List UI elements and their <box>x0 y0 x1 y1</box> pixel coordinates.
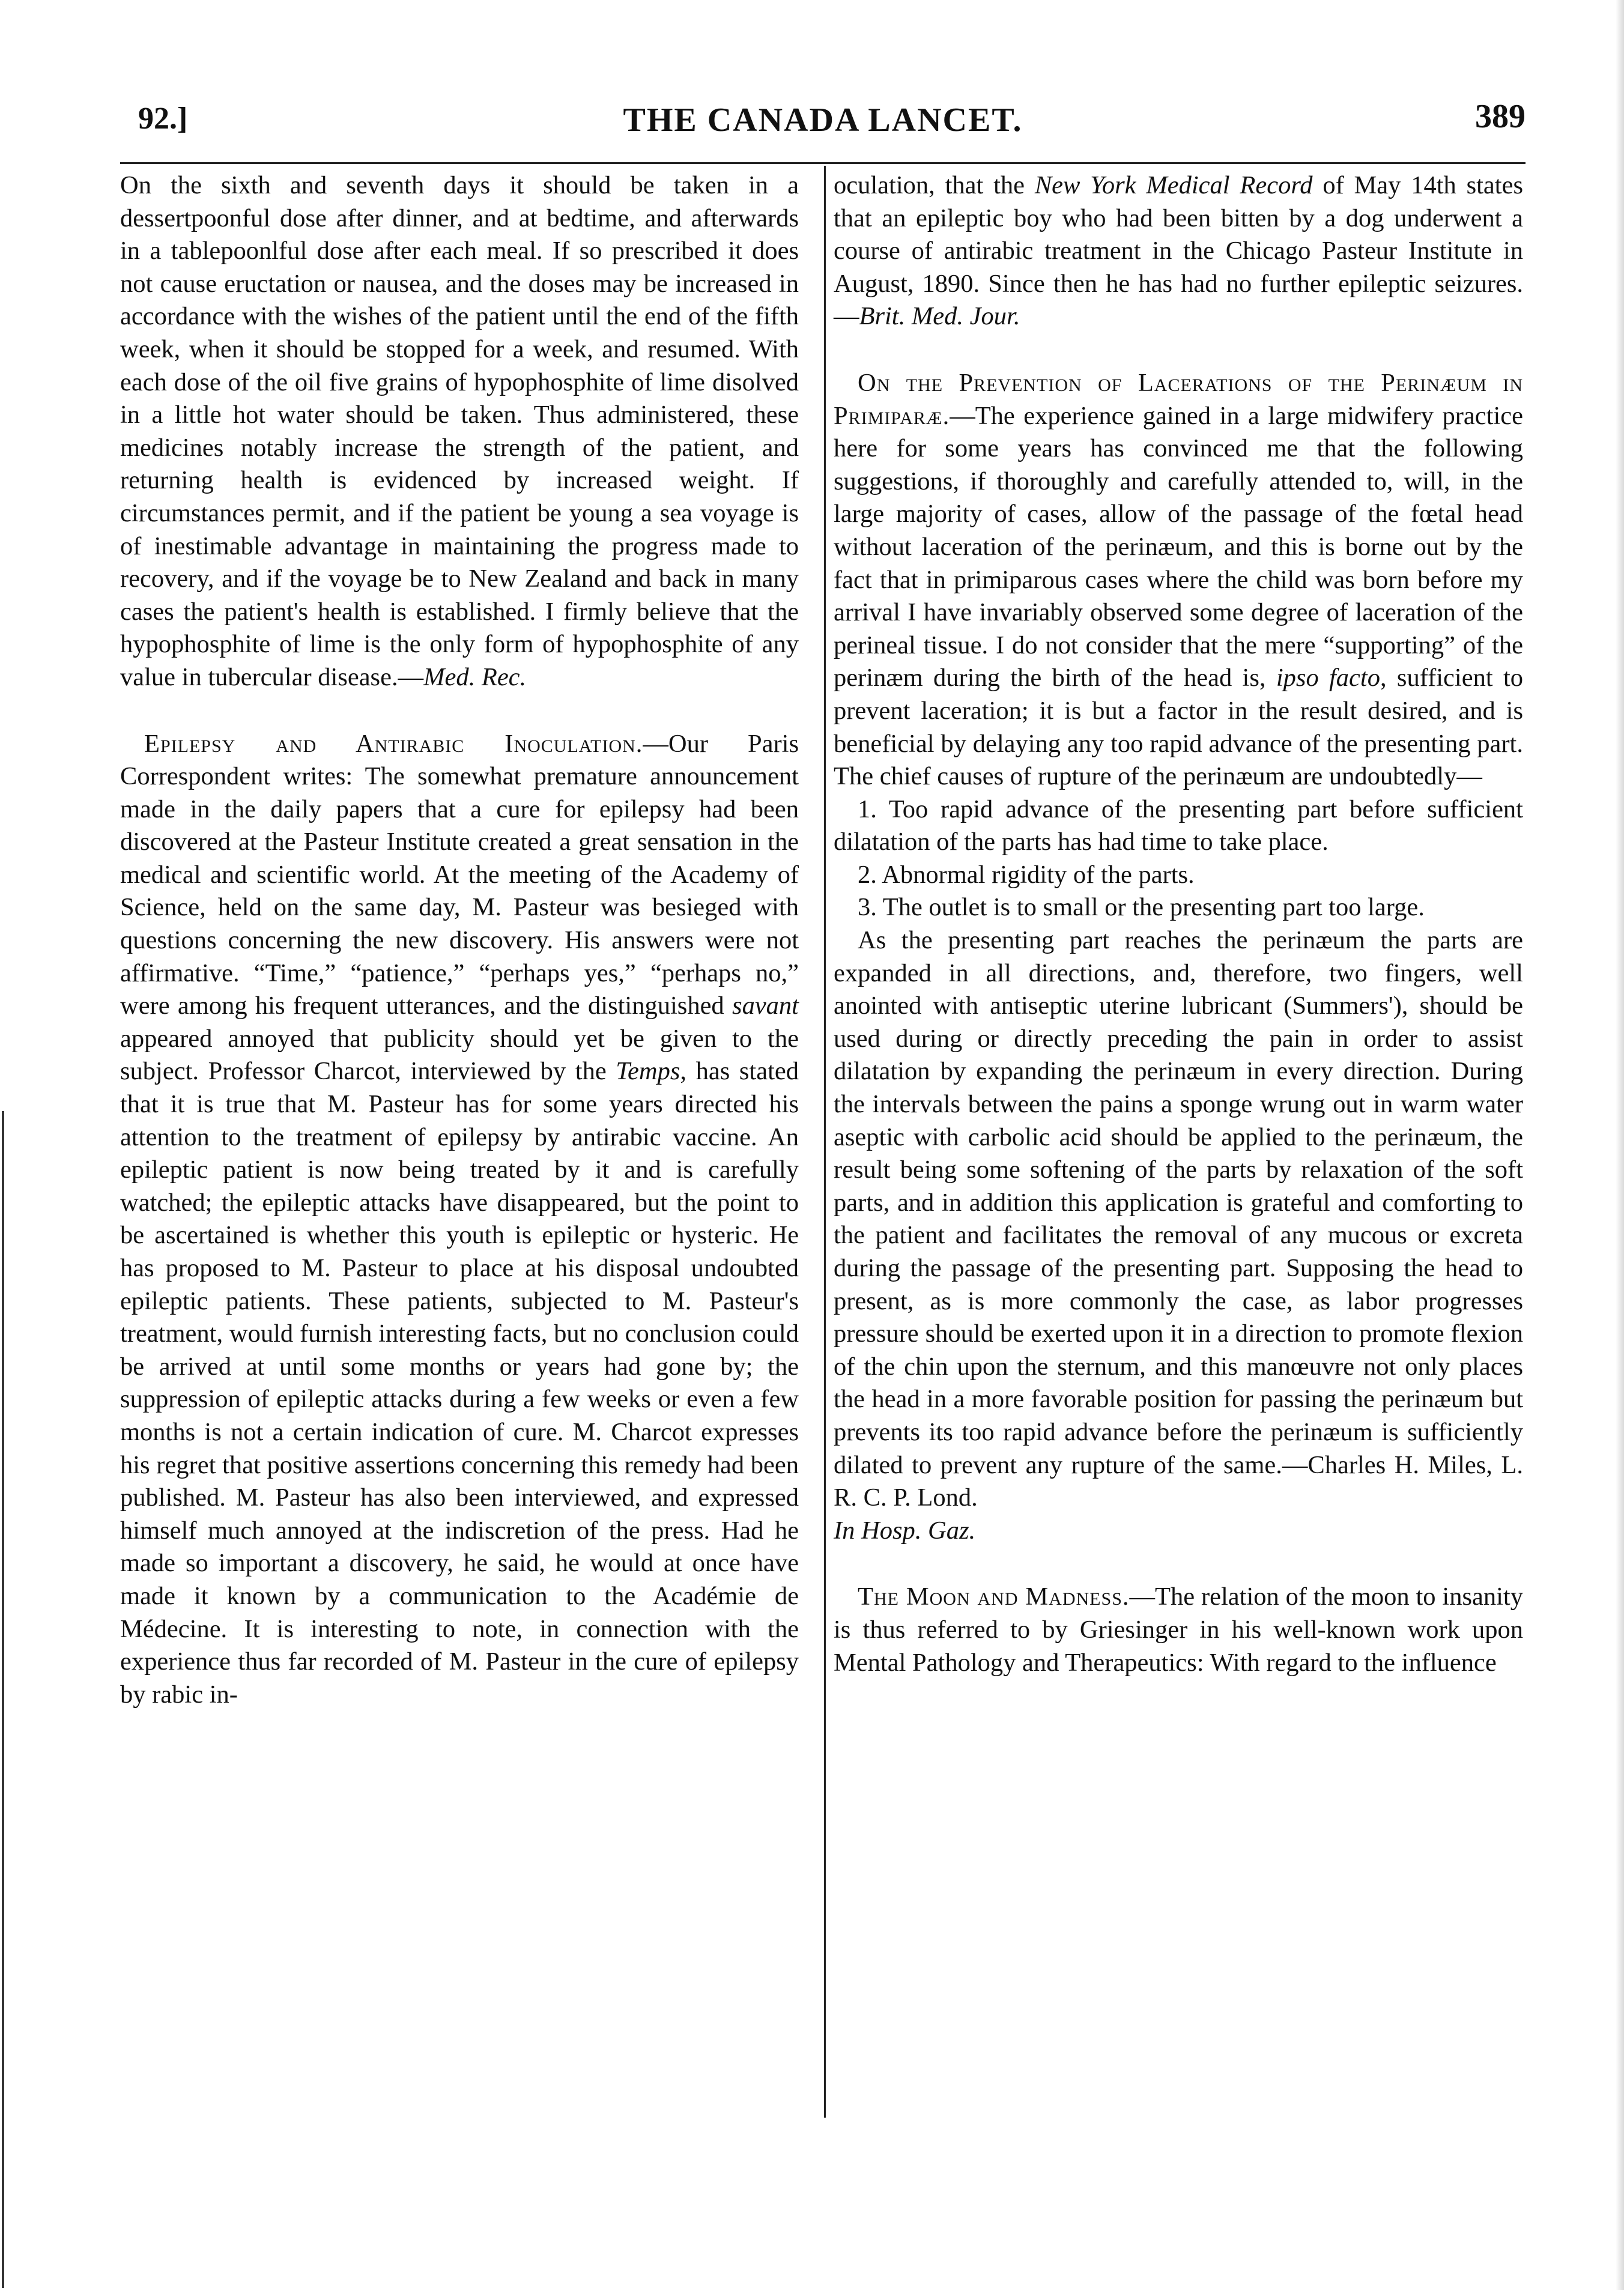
right-column <box>834 169 1523 1679</box>
left-column <box>120 169 799 1711</box>
continuation-source: Brit. Med. Jour. <box>859 302 1020 331</box>
perineum-source: In Hosp. Gaz. <box>834 1516 976 1545</box>
epilepsy-text-b: appeared annoyed that publicity should yet be given to the subject. Professor Charcot, interviewed by the <box>120 1024 799 1086</box>
epilepsy-continuation <box>834 169 1523 333</box>
perineum-text-c: As the presenting part reaches the perinæum the parts are expanded in all directions, and, therefore, two fingers, well anointed with antiseptic uterine lubricant (Summers'), should be used during or directly preceding the pain in order to assist dilatation by expanding the perinæum in every direction. During the intervals between the pains a sponge wrung out in warm water aseptic with carbolic acid should be applied to the perinæum, the result being some softening of the parts by relaxation of the soft parts, and in addition this application is grateful and comforting to the patient and facilitates the removal of any mucous or excreta during the passage of the presenting part. Supposing the head to present, as is more commonly the case, as labor progresses pressure should be exerted upon it in a direction to promote flexion of the chin upon the sternum, and this manœuvre not only places the head in a more favorable position for passing the perinæum but prevents its too rapid advance before the perinæum is sufficiently dilated to prevent any rupture of the same.—Charles H. Miles, L. R. C. P. Lond. <box>834 926 1523 1512</box>
perineum-ipso-facto: ipso facto <box>1276 664 1380 692</box>
column-divider <box>824 166 826 2118</box>
epilepsy-temps: Temps <box>616 1057 680 1086</box>
continuation-text-b: of May 14th states that an epileptic boy who had been bitten by a dog underwent a course of antirabic treatment in the Chicago Pasteur Institute in August, 1890. Since then he has had no further epileptic seizures.— <box>834 171 1523 331</box>
moon-text-a: —The relation of the moon to insanity is thus referred to by Griesinger in his well-known work upon Mental Pathology and Therapeutics: With regard to the influence <box>834 1583 1523 1677</box>
cause-list-item-1: 1. Too rapid advance of the presenting part before sufficient dilatation of the parts has had time to take place. <box>834 795 1523 856</box>
epilepsy-heading: Epilepsy and Antirabic Inoculation. <box>144 729 643 758</box>
tubercular-source: Med. Rec. <box>423 662 527 691</box>
spacer <box>834 333 1523 367</box>
tubercular-text: On the sixth and seventh days it should be taken in a dessertpoonful dose after dinner, and at bedtime, and afterwards in a tablepoonlful dose after each meal. If so prescribed it does not cause eructation or nausea, and the doses may be increased in accordance with the wishes of the patient until the end of the fifth week, when it should be stopped for a week, and resumed. With each dose of the oil five grains of hypophosphite of lime disolved in a little hot water should be taken. Thus administered, these medicines notably increase the strength of the patient, and returning health is evidenced by increased weight. If circumstances permit, and if the patient be young a sea voyage is of inestimable advantage in maintaining the progress made to recovery, and if the voyage be to New Zealand and back in many cases the patient's health is established. I firmly believe that the hypophosphite of lime is the only form of hypophosphite of any value in tubercular disease.— <box>120 171 799 691</box>
perineum-source-line <box>834 1515 1523 1548</box>
cause-list-item-2: 2. Abnormal rigidity of the parts. <box>858 860 1195 889</box>
perineum-article <box>834 367 1523 793</box>
epilepsy-article <box>120 728 799 1712</box>
perineum-text-b: , sufficient to prevent laceration; it is but a factor in the result desired, and is beneficial by delaying any too rapid advance of the presenting part. The chief causes of rupture of the perinæum are undoubtedly— <box>834 664 1524 791</box>
header-journal-title: THE CANADA LANCET. <box>623 101 1023 139</box>
spacer <box>834 1547 1523 1581</box>
continuation-journal: New York Medical Record <box>1034 171 1313 199</box>
epilepsy-text-c: , has stated that it is true that M. Pasteur has for some years directed his attention to the treatment of epilepsy by antirabic vaccine. An epileptic patient is now being treated by it and is carefully watched; the epileptic attacks have disappeared, but the point to be ascertained is whether this youth is epileptic or hysteric. He has proposed to M. Pasteur to place at his disposal undoubted epileptic patients. These patients, subjected to M. Pasteur's treatment, would furnish interesting facts, but no conclusion could be arrived at until some months or years had gone by; the suppression of epileptic attacks during a few weeks or even a few months is not a certain indication of cure. M. Charcot expresses his regret that positive assertions concerning this remedy had been published. M. Pasteur has also been interviewed, and expressed himself much annoyed at the indiscretion of the press. Had he made so important a discovery, he said, he would at once have made it known by a communication to the Académie de Médecine. It is interesting to note, in connection with the experience thus far recorded of M. Pasteur in the cure of epilepsy by rabic in- <box>120 1057 799 1709</box>
header-page-number: 389 <box>1475 98 1526 135</box>
moon-heading: The Moon and Madness. <box>858 1583 1130 1611</box>
header-issue-number: 92.] <box>138 101 188 136</box>
perineum-heading: On the Prevention of Lacerations of the Perinæum in Primiparæ. <box>834 368 1523 430</box>
cause-list-item-3: 3. The outlet is to small or the presenting part too large. <box>858 893 1425 922</box>
continuation-text-a: oculation, that the <box>834 171 1035 199</box>
spacer <box>120 694 799 728</box>
binding-edge <box>0 1111 6 2288</box>
moon-article <box>834 1581 1523 1679</box>
epilepsy-text-a: —Our Paris Correspondent writes: The somewhat premature announcement made in the daily papers that a cure for epilepsy had been discovered at the Pasteur Institute created a great sensation in the medical and scientific world. At the meeting of the Academy of Science, held on the same day, M. Pasteur was besieged with questions concerning the new discovery. His answers were not affirmative. “Time,” “patience,” “perhaps yes,” “perhaps no,” were among his frequent utterances, and the distinguished <box>120 729 799 1020</box>
epilepsy-savant: savant <box>732 992 799 1020</box>
header-rule <box>120 162 1526 164</box>
running-header <box>120 98 1526 149</box>
tubercular-article-end <box>120 169 799 694</box>
perineum-text-a: —The experience gained in a large midwifery practice here for some years has convinced me that the following suggestions, if thoroughly and carefully attended to, will, in the large majority of cases, allow of the passage of the fœtal head without laceration of the perinæum, and this is borne out by the fact that in primiparous cases where the child was born before my arrival I have invariably observed some degree of laceration of the perineal tissue. I do not consider that the mere “supporting” of the perinæm during the birth of the head is, <box>834 401 1523 692</box>
page-edge-shadow <box>1616 0 1624 2290</box>
binding-edge-line <box>2 1111 4 2288</box>
